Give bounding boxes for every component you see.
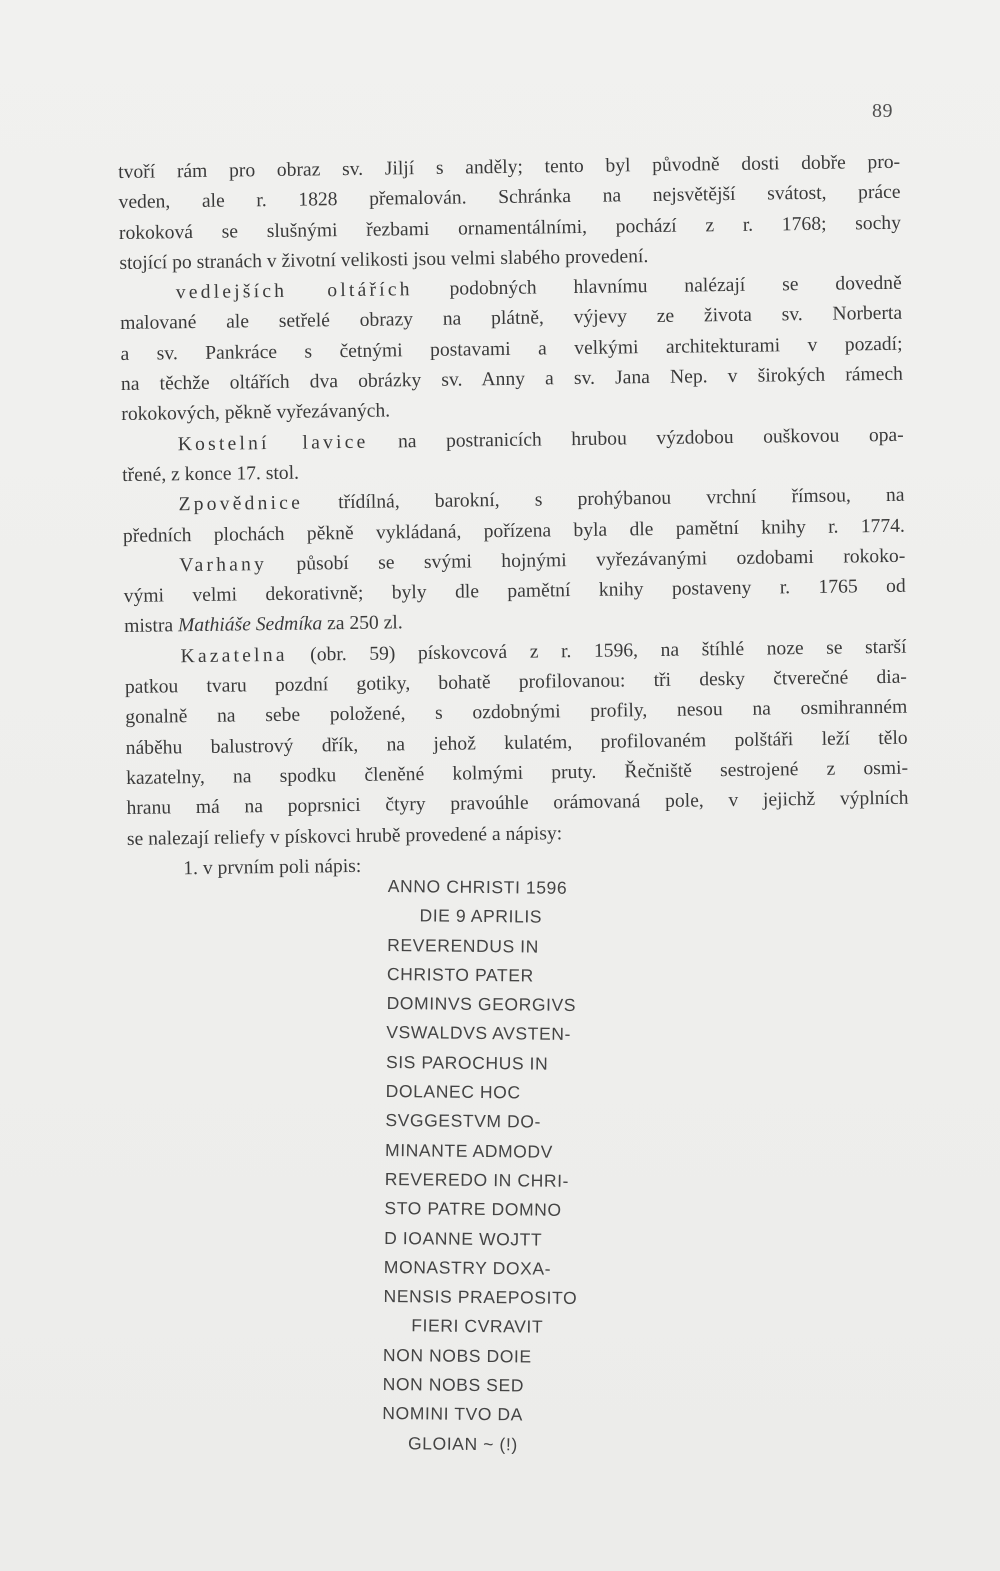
- text-line: na těchže oltářích dva obrázky sv. Anny a sv. Jana Nep. v širokých rámech: [120, 363, 904, 396]
- inscription-line: GLOIAN ~ (!): [407, 1432, 518, 1455]
- text-line: rokoková se slušnými řezbami ornamentálními, pochází z r. 1768; sochy: [118, 212, 902, 244]
- text-line: předních plochách pěkně vykládaná, pořízena byla dle pamětní knihy r. 1774.: [122, 515, 906, 547]
- inscription-line: VSWALDVS AVSTEN-: [386, 1022, 572, 1045]
- paragraph-lavice: Kostelní lavice na postranicích hrubou výzdobou ouškovou opa-: [177, 424, 904, 455]
- inscription-line: DOMINVS GEORGIVS: [386, 993, 577, 1016]
- text-line: náběhu balustrový dřík, na jehož kulatém, profilovaném polštáři leží tělo: [125, 727, 908, 759]
- inscription-line: FIERI CVRAVIT: [411, 1315, 544, 1338]
- spaced-term: Zpovědnice: [178, 492, 304, 516]
- page-number: 89: [872, 100, 893, 122]
- inscription-line: ANNO CHRISTI 1596: [387, 875, 568, 898]
- inscription-line: SVGGESTVM DO-: [385, 1110, 542, 1132]
- inscription-line: NON NOBS SED: [382, 1374, 525, 1396]
- inscription-line: STO PATRE DOMNO: [384, 1198, 562, 1221]
- text-line: 1. v prvním poli nápis:: [183, 855, 362, 880]
- inscription-line: CHRISTO PATER: [386, 963, 534, 986]
- inscription-line: D IOANNE WOJTT: [384, 1227, 543, 1250]
- paragraph-varhany: Varhany působí se svými hojnými vyřezávanými ozdobami rokoko-: [179, 545, 906, 577]
- paragraph-zpovednice: Zpovědnice třídílná, barokní, s prohýbanou vrchní římsou, na: [178, 485, 905, 516]
- paragraph-varhany-end: mistra Mathiáše Sedmíka za 250 zl.: [124, 612, 403, 638]
- text-line: se nalezají reliefy v pískovci hrubě provedené a nápisy:: [126, 822, 563, 850]
- inscription-line: MINANTE ADMODV: [384, 1139, 554, 1162]
- inscription-line: DOLANEC HOC: [385, 1081, 521, 1103]
- paragraph-kazatelna: Kazatelna (obr. 59) pískovcová z r. 1596, na štíhlé noze se starší: [180, 636, 907, 667]
- spaced-term: vedlejších oltářích: [175, 279, 413, 304]
- body-text: [118, 148, 909, 885]
- inscription-line: SIS PAROCHUS IN: [385, 1051, 549, 1074]
- inscription-line: REVERENDUS IN: [387, 934, 540, 957]
- text-line: patkou tvaru pozdní gotiky, bohatě profilovanou: tři desky čtverečné dia-: [124, 666, 908, 699]
- text-line: vými velmi dekorativně; byly dle pamětní knihy postaveny r. 1765 od: [123, 575, 906, 608]
- text-line: rokokových, pěkně vyřezávaných.: [121, 400, 391, 426]
- italic-name: Mathiáše Sedmíka: [177, 613, 323, 637]
- spaced-term: Kazatelna: [180, 644, 288, 667]
- inscription-line: MONASTRY DOXA-: [383, 1256, 552, 1279]
- spaced-term: Varhany: [179, 553, 268, 577]
- text-line: malované ale setřelé obrazy na plátně, výjevy ze života sv. Norberta: [120, 303, 903, 335]
- text-line: stojící po stranách v životní velikosti jsou velmi slabého provedení.: [119, 245, 649, 274]
- inscription-line: DIE 9 APRILIS: [419, 905, 543, 927]
- text-line: a sv. Pankráce s četnými postavami a velkými architekturami v pozadí;: [120, 333, 903, 365]
- inscription-line: NOMINI TVO DA: [382, 1403, 524, 1425]
- spaced-term: Kostelní lavice: [177, 431, 369, 455]
- paragraph-vedlejsi-oltare: vedlejších oltářích podobných hlavnímu nalézají se dovedně: [175, 272, 902, 304]
- text-line: hranu má na poprsnici čtyry pravoúhle orámovaná pole, v jejichž výplních: [126, 787, 909, 820]
- inscription-line: NON NOBS DOIE: [382, 1344, 532, 1367]
- inscription-line: REVEREDO IN CHRI-: [384, 1168, 570, 1191]
- inscription-line: NENSIS PRAEPOSITO: [383, 1286, 578, 1309]
- text-line: kazatelny, na spodku členěné kolmými pruty. Řečniště sestrojené z osmi-: [125, 757, 909, 789]
- text-line: třené, z konce 17. stol.: [122, 462, 300, 486]
- inscription: [382, 872, 582, 1460]
- text-line: tvoří rám pro obraz sv. Jiljí s anděly; tento byl původně dosti dobře pro-: [118, 151, 901, 183]
- text-line: gonalně na sebe položené, s ozdobnými profily, nesou na osmihranném: [125, 697, 908, 729]
- text-line: veden, ale r. 1828 přemalován. Schránka na nejsvětější svátost, práce: [118, 182, 901, 214]
